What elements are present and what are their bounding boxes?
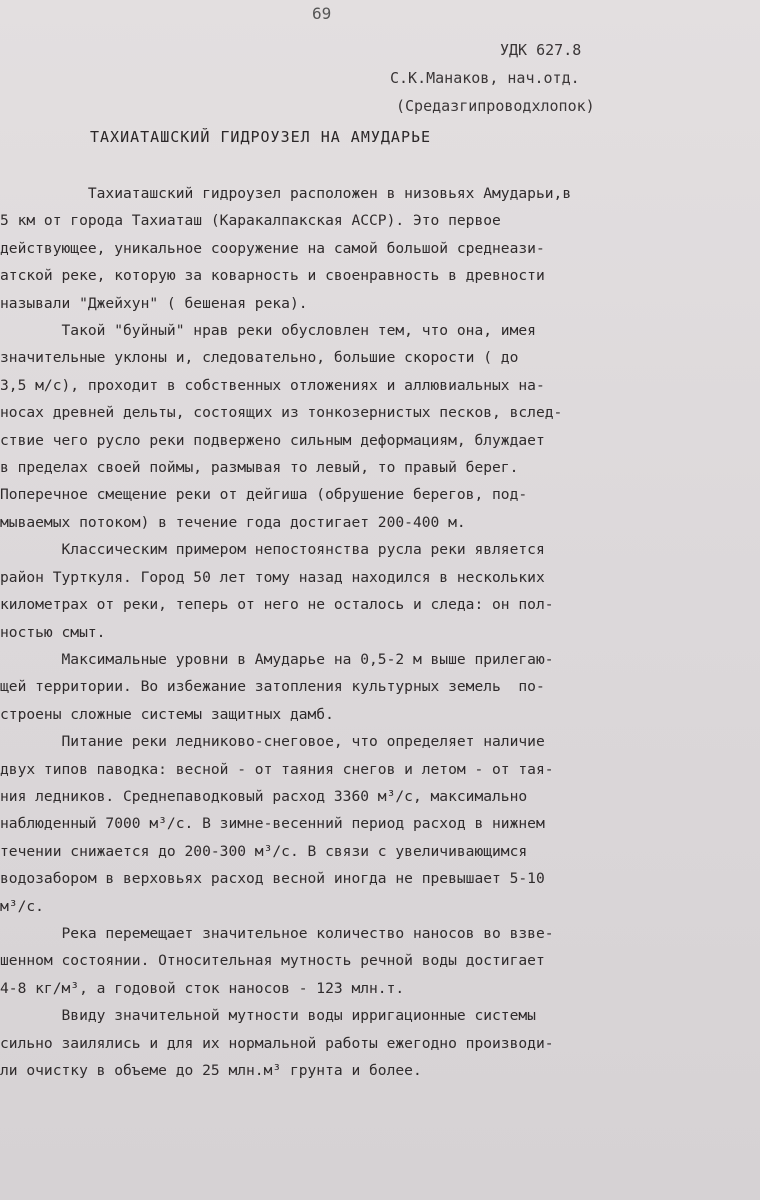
text-line: район Турткуля. Город 50 лет тому назад находился в нескольких [0,568,545,586]
text-line: Такой "буйный" нрав реки обусловлен тем, что она, имея [0,322,536,340]
text-line: водозабором в верховьях расход весной иногда не превышает 5-10 [0,870,545,888]
text-line: двух типов паводка: весной - от таяния снегов и летом - от тая- [0,760,554,778]
text-line: Классическим примером непостоянства русла реки является [0,541,545,559]
text-line: носах древней дельты, состоящих из тонкозернистых песков, вслед- [0,404,563,422]
organization-line: (Средазгипроводхлопок) [396,97,595,115]
text-line: значительные уклоны и, следовательно, большие скорости ( до [0,349,519,367]
text-line: щей территории. Во избежание затопления культурных земель по- [0,678,545,696]
text-line: Ввиду значительной мутности воды ирригационные системы [0,1007,536,1025]
text-line: мываемых потоком) в течение года достигает 200-400 м. [0,513,466,531]
text-line: ностью смыт. [0,623,106,641]
text-line: течении снижается до 200-300 м³/с. В связи с увеличивающимся [0,842,528,860]
text-line: ли очистку в объеме до 25 млн.м³ грунта и более. [0,1062,422,1079]
text-line: ния ледников. Среднепаводковый расход 3360 м³/с, максимально [0,787,528,805]
text-line: Максимальные уровни в Амударье на 0,5-2 м выше прилегаю- [0,650,554,668]
udk-code: УДК 627.8 [500,41,582,59]
text-line: строены сложные системы защитных дамб. [0,705,334,723]
text-line: м³/с. [0,897,44,915]
text-line: 5 км от города Тахиаташ (Каракалпакская АССР). Это первое [0,212,501,230]
document-body [0,180,750,1084]
text-line: наблюденный 7000 м³/с. В зимне-весенний период расход в нижнем [0,815,545,833]
text-line: называли "Джейхун" ( бешеная река). [0,294,308,312]
text-line: Поперечное смещение реки от дейгиша (обрушение берегов, под- [0,486,528,504]
text-line: действующее, уникальное сооружение на самой большой среднеази- [0,239,545,257]
text-line: ствие чего русло реки подвержено сильным деформациям, блуждает [0,431,545,449]
author-line: С.К.Манаков, нач.отд. [390,69,580,87]
page-number: 69 [312,4,332,23]
text-line: Река перемещает значительное количество наносов во взве- [0,924,554,942]
document-title: ТАХИАТАШСКИЙ ГИДРОУЗЕЛ НА АМУДАРЬЕ [90,128,432,146]
text-line: шенном состоянии. Относительная мутность речной воды достигает [0,952,545,970]
text-line: Питание реки ледниково-снеговое, что определяет наличие [0,733,545,751]
text-line: Тахиаташский гидроузел расположен в низовьях Амударьи,в [0,185,572,202]
text-line: километрах от реки, теперь от него не осталось и следа: он пол- [0,596,554,614]
text-line: 3,5 м/с), проходит в собственных отложениях и аллювиальных на- [0,376,545,394]
text-line: в пределах своей поймы, размывая то левый, то правый берег. [0,459,519,477]
text-line: атской реке, которую за коварность и своенравность в древности [0,267,545,285]
text-line: 4-8 кг/м³, а годовой сток наносов - 123 млн.т. [0,979,405,997]
header-block [380,36,740,120]
text-line: сильно заилялись и для их нормальной работы ежегодно производи- [0,1034,554,1052]
